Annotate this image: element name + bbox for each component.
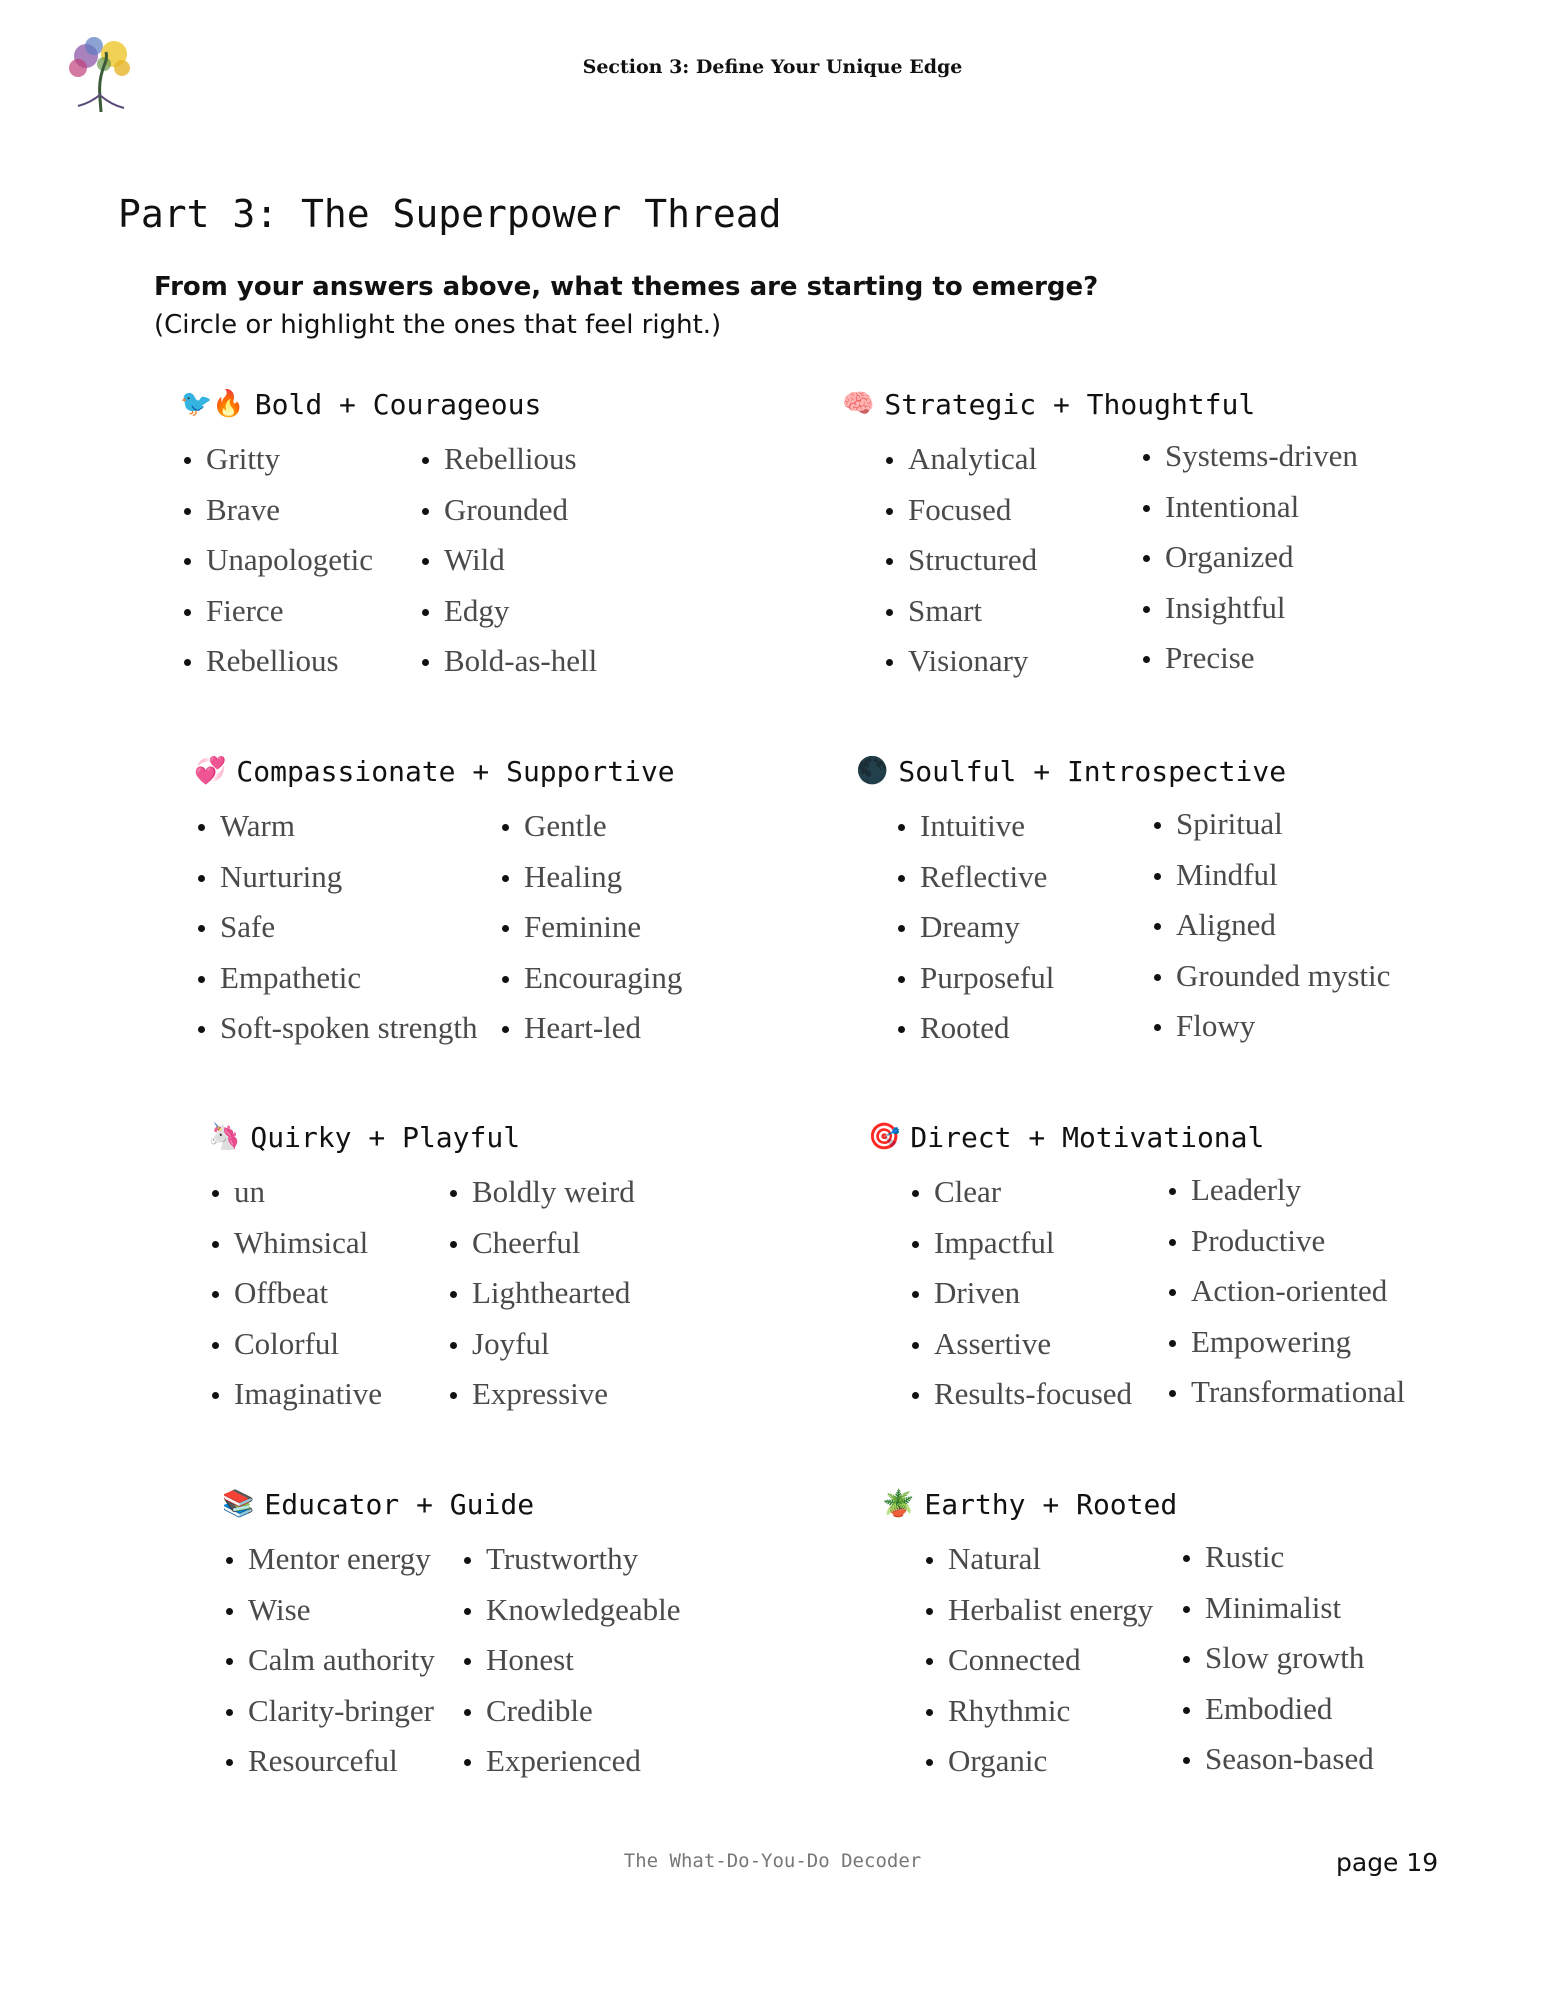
theme-item[interactable]: Productive [1165,1216,1405,1267]
theme-title [222,1486,534,1522]
theme-item[interactable]: Transformational [1165,1367,1405,1418]
theme-item[interactable]: Gentle [498,801,682,852]
theme-group-earthy-rooted [882,1486,1374,1778]
theme-item[interactable]: Intentional [1139,482,1358,533]
theme-item[interactable]: Boldly weird [446,1167,635,1218]
theme-item[interactable]: Focused [882,485,1037,536]
theme-item[interactable]: Season-based [1179,1734,1374,1785]
footer-doc-title: The What-Do-You-Do Decoder [623,1850,922,1872]
theme-item[interactable]: Empathetic [194,953,477,1004]
part-title: Part 3: The Superpower Thread [118,192,782,236]
theme-item[interactable]: Heart-led [498,1003,682,1054]
theme-item[interactable]: Colorful [208,1319,382,1370]
theme-group-quirky-playful [208,1119,635,1411]
theme-item[interactable]: Clear [908,1167,1132,1218]
theme-item[interactable]: Precise [1139,633,1358,684]
theme-item[interactable]: Rebellious [180,636,373,687]
theme-item[interactable]: Driven [908,1268,1132,1319]
theme-item[interactable]: Rustic [1179,1532,1374,1583]
theme-title [868,1119,1264,1155]
theme-item[interactable]: Calm authority [222,1635,435,1686]
theme-item[interactable]: Grounded mystic [1150,951,1390,1002]
theme-title-text: Direct + Motivational [910,1120,1265,1154]
theme-item[interactable]: Connected [922,1635,1153,1686]
theme-item[interactable]: Trustworthy [460,1534,681,1585]
theme-item[interactable]: Joyful [446,1319,635,1370]
theme-item[interactable]: Organized [1139,532,1358,583]
theme-item[interactable]: Insightful [1139,583,1358,634]
theme-item[interactable]: un [208,1167,382,1218]
theme-title-text: Soulful + Introspective [898,754,1287,788]
theme-item[interactable]: Encouraging [498,953,682,1004]
theme-item[interactable]: Knowledgeable [460,1585,681,1636]
theme-item[interactable]: Brave [180,485,373,536]
phoenix-fire-icon: 🐦🔥 [180,389,245,419]
theme-item[interactable]: Purposeful [894,953,1054,1004]
theme-item[interactable]: Embodied [1179,1684,1374,1735]
theme-item[interactable]: Warm [194,801,477,852]
theme-item[interactable]: Organic [922,1736,1153,1787]
potted-plant-icon: 🪴 [882,1489,915,1519]
theme-title [208,1119,520,1155]
theme-title-text: Earthy + Rooted [924,1487,1178,1521]
theme-title-text: Quirky + Playful [250,1120,521,1154]
books-icon: 📚 [222,1489,255,1519]
theme-item[interactable]: Unapologetic [180,535,373,586]
theme-item[interactable]: Minimalist [1179,1583,1374,1634]
theme-item[interactable]: Soft-spoken strength [194,1003,477,1054]
theme-item[interactable]: Wise [222,1585,435,1636]
theme-item[interactable]: Fierce [180,586,373,637]
unicorn-icon: 🦄 [208,1122,241,1152]
target-icon: 🎯 [868,1122,901,1152]
theme-group-educator-guide [222,1486,681,1778]
theme-item[interactable]: Analytical [882,434,1037,485]
page-number: page 19 [1336,1848,1439,1877]
theme-title [882,1486,1177,1522]
theme-group-direct-motivational [868,1119,1406,1411]
theme-item[interactable]: Whimsical [208,1218,382,1269]
theme-item[interactable]: Dreamy [894,902,1054,953]
theme-item[interactable]: Feminine [498,902,682,953]
theme-item[interactable]: Honest [460,1635,681,1686]
theme-item[interactable]: Imaginative [208,1369,382,1420]
theme-item[interactable]: Natural [922,1534,1153,1585]
theme-group-compassionate-supportive [194,753,683,1045]
theme-item[interactable]: Edgy [418,586,597,637]
theme-item[interactable]: Credible [460,1686,681,1737]
theme-item[interactable]: Impactful [908,1218,1132,1269]
prompt-instruction: (Circle or highlight the ones that feel right.) [154,310,722,340]
theme-item[interactable]: Lighthearted [446,1268,635,1319]
theme-item[interactable]: Bold-as-hell [418,636,597,687]
theme-item[interactable]: Rhythmic [922,1686,1153,1737]
theme-title-text: Compassionate + Supportive [236,754,675,788]
theme-item[interactable]: Gritty [180,434,373,485]
theme-item[interactable]: Leaderly [1165,1165,1405,1216]
theme-item[interactable]: Clarity-bringer [222,1686,435,1737]
hearts-icon: 💞 [194,756,227,786]
theme-title-text: Educator + Guide [264,1487,535,1521]
theme-item[interactable]: Grounded [418,485,597,536]
theme-item[interactable]: Action-oriented [1165,1266,1405,1317]
theme-item[interactable]: Visionary [882,636,1037,687]
brain-icon: 🧠 [842,389,875,419]
theme-title-text: Strategic + Thoughtful [884,387,1256,421]
theme-item[interactable]: Smart [882,586,1037,637]
theme-item[interactable]: Rooted [894,1003,1054,1054]
theme-item[interactable]: Slow growth [1179,1633,1374,1684]
theme-item[interactable]: Spiritual [1150,799,1390,850]
theme-title [194,753,675,789]
theme-title-text: Bold + Courageous [254,387,542,421]
theme-item[interactable]: Results-focused [908,1369,1132,1420]
theme-item[interactable]: Expressive [446,1369,635,1420]
theme-item[interactable]: Experienced [460,1736,681,1787]
theme-group-bold-courageous [180,386,598,678]
theme-title [842,386,1255,422]
theme-item[interactable]: Aligned [1150,900,1390,951]
theme-item[interactable]: Offbeat [208,1268,382,1319]
theme-item[interactable]: Assertive [908,1319,1132,1370]
theme-item[interactable]: Structured [882,535,1037,586]
theme-title [180,386,541,422]
theme-item[interactable]: Healing [498,852,682,903]
theme-item[interactable]: Safe [194,902,477,953]
theme-title [856,753,1286,789]
theme-item[interactable]: Cheerful [446,1218,635,1269]
theme-item[interactable]: Rebellious [418,434,597,485]
theme-item[interactable]: Systems-driven [1139,431,1358,482]
theme-item[interactable]: Reflective [894,852,1054,903]
theme-group-strategic-thoughtful [842,386,1358,678]
theme-group-soulful-introspective [856,753,1391,1045]
theme-item[interactable]: Empowering [1165,1317,1405,1368]
theme-item[interactable]: Herbalist energy [922,1585,1153,1636]
moon-icon: 🌑 [856,756,889,786]
theme-item[interactable]: Mentor energy [222,1534,435,1585]
theme-item[interactable]: Intuitive [894,801,1054,852]
theme-item[interactable]: Resourceful [222,1736,435,1787]
theme-item[interactable]: Nurturing [194,852,477,903]
section-header: Section 3: Define Your Unique Edge [582,56,963,78]
theme-item[interactable]: Flowy [1150,1001,1390,1052]
theme-item[interactable]: Mindful [1150,850,1390,901]
prompt-question: From your answers above, what themes are starting to emerge? [154,272,1099,302]
theme-item[interactable]: Wild [418,535,597,586]
